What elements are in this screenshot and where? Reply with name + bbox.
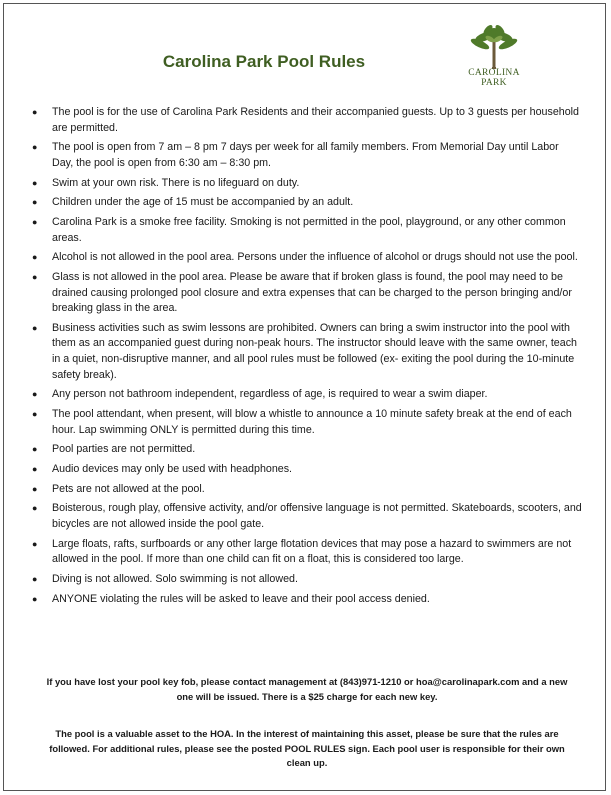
bullet-icon: ● xyxy=(32,142,38,153)
document-page xyxy=(3,3,606,791)
bullet-icon: ● xyxy=(32,216,38,227)
rule-text: Large floats, rafts, surfboards or any other large flotation devices that may pose a hazard to swimmers are not allowed in the pool. If more than one child can fit on a float, this is considered too large. xyxy=(52,537,572,566)
bullet-icon: ● xyxy=(32,483,38,494)
rule-text: The pool is for the use of Carolina Park Residents and their accompanied guests. Up to 3 guests per household are permitted. xyxy=(52,106,579,134)
list-item xyxy=(30,592,582,608)
list-item xyxy=(30,250,582,266)
bullet-icon: ● xyxy=(32,177,38,188)
rule-text: Diving is not allowed. Solo swimming is not allowed. xyxy=(52,572,298,585)
bullet-icon: ● xyxy=(32,593,38,604)
rule-text: Pets are not allowed at the pool. xyxy=(52,482,205,495)
rule-text: Audio devices may only be used with headphones. xyxy=(52,462,293,475)
bullet-icon: ● xyxy=(32,271,38,282)
list-item xyxy=(30,407,582,438)
list-item xyxy=(30,321,582,383)
list-item xyxy=(30,176,582,192)
logo-text: CAROLINA PARK xyxy=(468,68,520,88)
rule-text: Children under the age of 15 must be accompanied by an adult. xyxy=(52,196,354,209)
rule-text: ANYONE violating the rules will be asked to leave and their pool access denied. xyxy=(52,592,430,605)
bullet-icon: ● xyxy=(32,503,38,514)
rules-list xyxy=(30,105,582,611)
list-item xyxy=(30,215,582,246)
rule-text: Swim at your own risk. There is no lifeguard on duty. xyxy=(52,176,300,189)
bullet-icon: ● xyxy=(32,252,38,263)
rule-text: Glass is not allowed in the pool area. Please be aware that if broken glass is found, the pool may need to be drained causing prolonged pool closure and extra expenses that can be charged to the person bringing and/or breaking glass in the area. xyxy=(52,270,572,315)
rule-text: Business activities such as swim lessons are prohibited. Owners can bring a swim instructor into the pool with them as an accompanied guest during non-peak hours. The instructor should leave with the same owner, teach in a quiet, non-disruptive manner, and all pool rules must be followed (ex- exiting the pool during the 10-minute safety break). xyxy=(52,321,577,381)
bullet-icon: ● xyxy=(32,197,38,208)
list-item xyxy=(30,442,582,458)
bullet-icon: ● xyxy=(32,408,38,419)
rule-text: Any person not bathroom independent, regardless of age, is required to wear a swim diaper. xyxy=(52,388,488,401)
list-item xyxy=(30,387,582,403)
rule-text: The pool attendant, when present, will blow a whistle to announce a 10 minute safety break at the end of each hour. Lap swimming ONLY is permitted during this time. xyxy=(52,407,572,436)
bullet-icon: ● xyxy=(32,107,38,117)
bullet-icon: ● xyxy=(32,389,38,400)
list-item xyxy=(30,482,582,498)
rule-text: Carolina Park is a smoke free facility. Smoking is not permitted in the pool, playground, or any other common areas. xyxy=(52,215,566,244)
bullet-icon: ● xyxy=(32,444,38,455)
bullet-icon: ● xyxy=(32,573,38,584)
bullet-icon: ● xyxy=(32,322,38,333)
bullet-icon: ● xyxy=(32,538,38,549)
list-item xyxy=(30,195,582,211)
page-title: Carolina Park Pool Rules xyxy=(162,52,366,71)
list-item xyxy=(30,537,582,568)
rule-text: Pool parties are not permitted. xyxy=(52,443,196,456)
list-item xyxy=(30,140,582,171)
rule-text: Alcohol is not allowed in the pool area. Persons under the influence of alcohol or drugs should not use the pool. xyxy=(52,251,578,264)
list-item xyxy=(30,270,582,317)
list-item xyxy=(30,572,582,588)
key-fob-notice: If you have lost your pool key fob, please contact management at (843)971-1210 or hoa@carolinapark.com and a new one will be issued. There is a $25 charge for each new key. xyxy=(46,676,568,702)
rule-text: Boisterous, rough play, offensive activity, and/or offensive language is not permitted. Skateboards, scooters, and bicycles are not allowed inside the pool gate. xyxy=(52,502,582,530)
asset-notice: The pool is a valuable asset to the HOA. In the interest of maintaining this asset, please be sure that the rules are followed. For additional rules, please see the posted POOL RULES sign. Each pool user is responsible for their own clean up. xyxy=(49,728,565,768)
list-item xyxy=(30,501,582,532)
bullet-icon: ● xyxy=(32,463,38,474)
list-item xyxy=(30,462,582,478)
list-item xyxy=(30,105,582,136)
rule-text: The pool is open from 7 am – 8 pm 7 days per week for all family members. From Memorial Day until Labor Day, the pool is open from 6:30 am – 8:30 pm. xyxy=(52,141,559,169)
